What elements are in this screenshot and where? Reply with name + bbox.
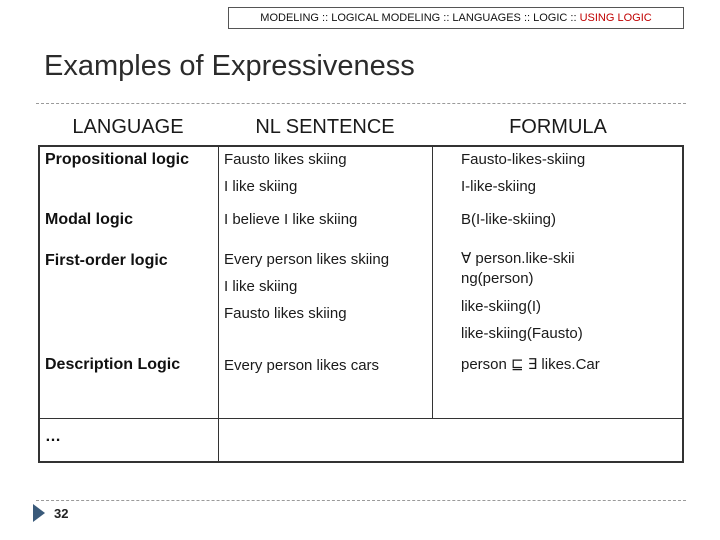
formula-cell: ∀ person.like-skiing(person) — [461, 250, 575, 287]
language-description-logic: Description Logic — [45, 356, 181, 373]
column-divider — [432, 145, 433, 418]
language-propositional: Propositional logic — [45, 151, 190, 168]
page-number: 32 — [54, 506, 69, 521]
footer-divider — [36, 500, 686, 501]
formula-cell: I-like-skiing — [461, 178, 537, 195]
breadcrumb — [228, 7, 684, 29]
breadcrumb-current: USING LOGIC — [579, 12, 652, 24]
language-more: … — [45, 428, 61, 445]
breadcrumb-path: MODELING :: LOGICAL MODELING :: LANGUAGES :: LOGIC :: — [260, 12, 580, 24]
formula-cell: like-skiing(Fausto) — [461, 325, 583, 342]
title-divider — [36, 103, 686, 104]
header-formula: FORMULA — [509, 116, 607, 138]
sentence-cell: Fausto likes skiing — [224, 151, 347, 168]
column-divider — [218, 145, 219, 463]
expressiveness-table — [38, 145, 684, 463]
language-first-order: First-order logic — [45, 252, 168, 269]
row-divider — [38, 418, 684, 419]
header-nl-sentence: NL SENTENCE — [255, 116, 395, 138]
triangle-marker-icon — [33, 504, 45, 522]
formula-cell: person ⊑ ∃ likes.Car — [461, 356, 600, 373]
sentence-cell: I like skiing — [224, 278, 298, 295]
language-modal: Modal logic — [45, 211, 133, 228]
sentence-cell: I like skiing — [224, 178, 298, 195]
formula-cell: B(I-like-skiing) — [461, 211, 557, 228]
sentence-cell: Every person likes skiing — [224, 251, 390, 268]
formula-cell: like-skiing(I) — [461, 298, 542, 315]
slide-title: Examples of Expressiveness — [44, 50, 415, 82]
sentence-cell: Fausto likes skiing — [224, 305, 347, 322]
header-language: LANGUAGE — [72, 116, 184, 138]
sentence-cell: Every person likes cars — [224, 357, 380, 374]
formula-cell: Fausto-likes-skiing — [461, 151, 586, 168]
sentence-cell: I believe I like skiing — [224, 211, 358, 228]
